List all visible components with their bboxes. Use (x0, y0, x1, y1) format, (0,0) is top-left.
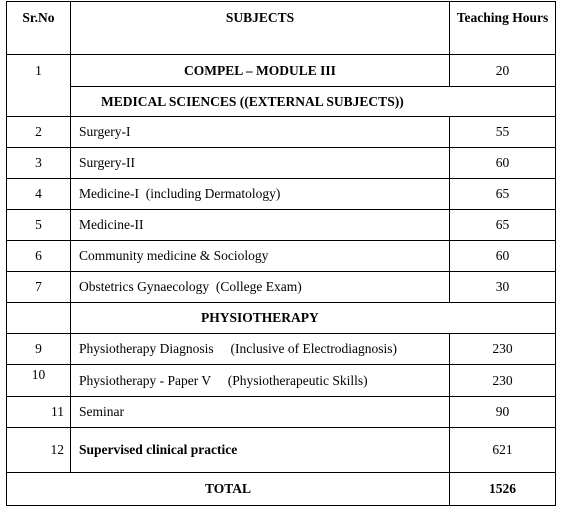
row-hours: 65 (449, 209, 556, 240)
section-title-physiotherapy: PHYSIOTHERAPY (70, 302, 556, 333)
row-srno: 10 (6, 364, 70, 396)
row-srno: 6 (6, 240, 70, 271)
row-subject: Surgery-II (70, 147, 449, 178)
section-row (6, 302, 556, 333)
row-hours: 60 (449, 240, 556, 271)
row-subject: Physiotherapy Diagnosis (Inclusive of Electrodiagnosis) (70, 333, 449, 364)
table-row (6, 147, 556, 178)
row-srno: 2 (6, 116, 70, 147)
row-hours: 55 (449, 116, 556, 147)
row-srno: 1 (6, 54, 70, 86)
section-spacer (6, 302, 70, 333)
table-row (6, 271, 556, 302)
header-srno: Sr.No (6, 1, 70, 54)
row-hours: 621 (449, 427, 556, 472)
row-subject: Supervised clinical practice (70, 427, 449, 472)
row-subject: Medicine-II (70, 209, 449, 240)
row-hours: 230 (449, 364, 556, 396)
row-subject: Medicine-I (including Dermatology) (70, 178, 449, 209)
header-teaching-hours: Teaching Hours (449, 1, 556, 54)
header-subjects: SUBJECTS (70, 1, 449, 54)
row-srno: 12 (6, 427, 70, 472)
row-subject: Physiotherapy - Paper V (Physiotherapeutic Skills) (70, 364, 449, 396)
row-srno: 3 (6, 147, 70, 178)
row-subject: Community medicine & Sociology (70, 240, 449, 271)
row-subject: COMPEL – MODULE III (70, 54, 449, 86)
table-row (6, 54, 556, 86)
total-label: TOTAL (6, 472, 449, 506)
row-subject: Obstetrics Gynaecology (College Exam) (70, 271, 449, 302)
total-row (6, 472, 556, 506)
table-row (6, 427, 556, 472)
section-spacer (6, 86, 70, 116)
section-title-medical-sciences: MEDICAL SCIENCES ((EXTERNAL SUBJECTS)) (70, 86, 556, 116)
row-srno: 7 (6, 271, 70, 302)
row-hours: 20 (449, 54, 556, 86)
row-hours: 65 (449, 178, 556, 209)
table-header-row (6, 1, 556, 54)
row-hours: 90 (449, 396, 556, 427)
row-subject: Surgery-I (70, 116, 449, 147)
total-hours: 1526 (449, 472, 556, 506)
table-row (6, 333, 556, 364)
row-srno: 5 (6, 209, 70, 240)
row-hours: 230 (449, 333, 556, 364)
table-row (6, 364, 556, 396)
section-row (6, 86, 556, 116)
table-row (6, 209, 556, 240)
row-srno: 11 (6, 396, 70, 427)
row-srno: 9 (6, 333, 70, 364)
row-subject: Seminar (70, 396, 449, 427)
table-row (6, 178, 556, 209)
row-srno: 4 (6, 178, 70, 209)
row-hours: 30 (449, 271, 556, 302)
table-row (6, 240, 556, 271)
table-row (6, 396, 556, 427)
row-hours: 60 (449, 147, 556, 178)
table-row (6, 116, 556, 147)
